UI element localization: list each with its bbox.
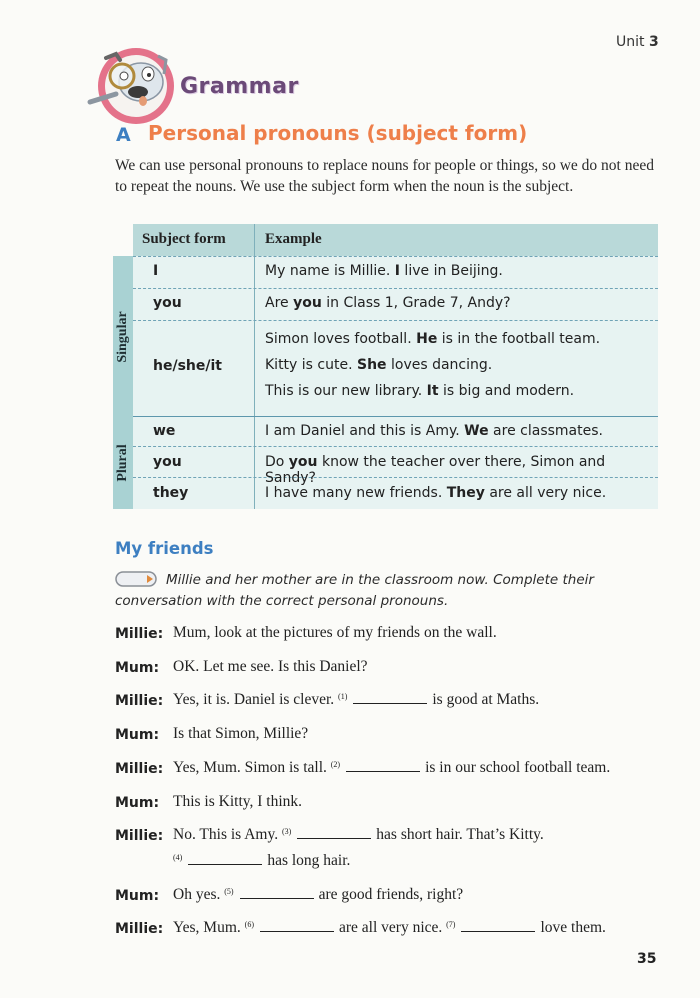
unit-label: Unit 3 xyxy=(616,34,659,50)
example-cell: I have many new friends. They are all very nice. xyxy=(265,485,607,501)
row-divider xyxy=(133,446,658,447)
section-letter: A xyxy=(116,124,131,146)
dialog-line xyxy=(115,624,675,646)
blank-number: (7) xyxy=(446,920,456,929)
example-cell: Are you in Class 1, Grade 7, Andy? xyxy=(265,295,511,311)
speaker-label: Mum: xyxy=(115,727,160,743)
speaker-label: Millie: xyxy=(115,693,164,709)
answer-blank[interactable] xyxy=(353,691,427,704)
dialog-line xyxy=(115,886,675,908)
example-cell: Do you know the teacher over there, Simon and Sandy? xyxy=(265,454,606,486)
answer-blank[interactable] xyxy=(297,826,371,839)
blank-number: (2) xyxy=(330,760,341,769)
answer-blank[interactable] xyxy=(240,886,314,899)
example-cell: My name is Millie. I live in Beijing. xyxy=(265,263,503,279)
dialog-text: Yes, Mum. Simon is tall. $^{(2)}$ is in our school football team. xyxy=(173,759,611,776)
dialog-line xyxy=(115,919,675,941)
speaker-label: Millie: xyxy=(115,828,164,844)
my-friends-heading: My friends xyxy=(115,539,214,558)
speaker-label: Mum: xyxy=(115,795,160,811)
blank-number: (4) xyxy=(173,853,183,862)
blank-number: (6) xyxy=(244,920,254,929)
answer-blank[interactable] xyxy=(260,919,334,932)
magnifying-glass-dog-mascot-icon xyxy=(86,38,176,128)
subject-form-cell: you xyxy=(153,454,182,470)
row-divider xyxy=(133,288,658,289)
answer-blank[interactable] xyxy=(346,759,420,772)
speaker-label: Mum: xyxy=(115,888,160,904)
page-number: 35 xyxy=(637,951,657,967)
dialog-line xyxy=(115,691,675,713)
speaker-label: Millie: xyxy=(115,626,164,642)
dialog-line xyxy=(115,852,675,874)
dialog-line xyxy=(115,826,675,848)
pronoun-table xyxy=(113,224,658,509)
dialog-line xyxy=(115,725,675,747)
unit-number: 3 xyxy=(648,34,659,50)
dialog-text: Is that Simon, Millie? xyxy=(173,725,309,742)
example-cell: Simon loves football. He is in the football team. xyxy=(265,331,601,347)
example-cell: This is our new library. It is big and modern. xyxy=(265,383,575,399)
speaker-label: Millie: xyxy=(115,921,164,937)
dialog-line xyxy=(115,793,675,815)
example-cell: I am Daniel and this is Amy. We are classmates. xyxy=(265,423,603,439)
section-title: Personal pronouns (subject form) xyxy=(148,121,528,145)
answer-blank[interactable] xyxy=(188,852,262,865)
dialog-text: OK. Let me see. Is this Daniel? xyxy=(173,658,368,675)
blank-number: (5) xyxy=(224,887,234,896)
answer-blank[interactable] xyxy=(461,919,535,932)
grammar-heading: Grammar xyxy=(180,74,299,99)
group-label-singular: Singular xyxy=(113,256,133,417)
intro-paragraph: We can use personal pronouns to replace nouns for people or things, so we do not need to repeat the nouns. We use the subject form when the noun is the subject. xyxy=(115,157,654,195)
column-divider xyxy=(254,224,255,509)
subject-form-cell: he/she/it xyxy=(153,358,222,374)
dialog-text: This is Kitty, I think. xyxy=(173,793,303,810)
subject-form-cell: we xyxy=(153,423,176,439)
group-label-plural: Plural xyxy=(113,417,133,509)
dialog-text: Yes, Mum. $^{(6)}$ are all very nice. $^{(7)}$ love them. xyxy=(173,919,606,936)
dialog-text: No. This is Amy. $^{(3)}$ has short hair. That’s Kitty. xyxy=(173,826,544,843)
blank-number: (3) xyxy=(281,827,292,836)
subject-form-cell: they xyxy=(153,485,189,501)
table-header xyxy=(133,224,658,256)
speaker-label: Millie: xyxy=(115,761,164,777)
dialog-line xyxy=(115,759,675,781)
row-divider xyxy=(133,256,658,257)
exercise-instruction: Millie and her mother are in the classroom now. Complete their conversation with the correct personal pronouns. xyxy=(115,572,594,609)
dialog-line xyxy=(115,658,675,680)
subject-form-cell: I xyxy=(153,263,159,279)
speaker-label: Mum: xyxy=(115,660,160,676)
blank-number: (1) xyxy=(338,692,348,701)
example-cell: Kitty is cute. She loves dancing. xyxy=(265,357,493,373)
header-example: Example xyxy=(265,231,322,247)
dialog-text: $^{(4)}$ has long hair. xyxy=(173,852,351,869)
dialog-text: Oh yes. $^{(5)}$ are good friends, right? xyxy=(173,886,464,903)
subject-form-cell: you xyxy=(153,295,182,311)
header-subject-form: Subject form xyxy=(142,231,226,247)
dialog-text: Mum, look at the pictures of my friends on the wall. xyxy=(173,624,497,641)
row-divider xyxy=(133,320,658,321)
dialog-text: Yes, it is. Daniel is clever. $^{(1)}$ is good at Maths. xyxy=(173,691,540,708)
group-divider xyxy=(133,416,658,417)
